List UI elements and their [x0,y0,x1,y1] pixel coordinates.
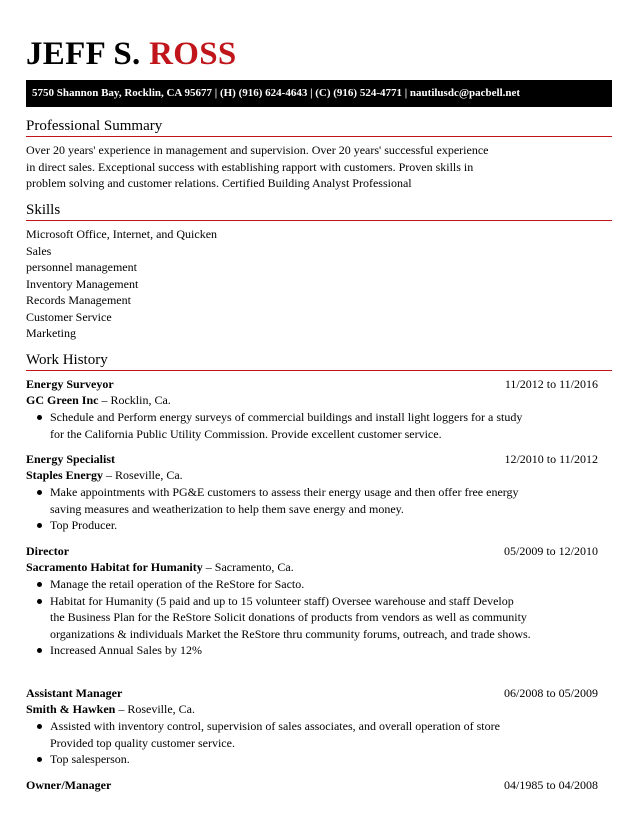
summary-line: problem solving and customer relations. Certified Building Analyst Professional [26,176,412,190]
job-duties [26,576,531,659]
skills-list [26,226,217,342]
skills-heading: Skills [26,202,61,218]
company-location: – Sacramento, Ca. [202,560,294,574]
job-title: Assistant Manager [26,686,123,700]
job-duties [26,409,526,442]
job-duties [26,718,526,768]
summary-divider [26,136,612,137]
skill-item: Microsoft Office, Internet, and Quicken [26,227,218,241]
job-company [26,701,195,717]
company-location: – Roseville, Ca. [103,468,183,482]
duty-item: Habitat for Humanity (5 paid and up to 15 volunteer staff) Oversee warehouse and staff Develop the Business Plan for the ReStore Solicit donations of products from vendors as well as community organizations & individuals Market the ReStore thru community forums, outreach, and trade shows. [26,593,531,643]
company-location: – Rocklin, Ca. [98,393,171,407]
company-name: Sacramento Habitat for Humanity [26,560,203,574]
job-duties [26,484,526,534]
job-dates: 04/1985 to 04/2008 [503,778,598,792]
summary-line: in direct sales. Exceptional success with establishing rapport with customers. Proven skills in [26,159,474,174]
summary-line: Over 20 years' experience in management and supervision. Over 20 years' successful experience [26,143,489,157]
skill-item: Inventory Management [26,276,139,291]
job-dates: 11/2012 to 11/2016 [504,377,598,391]
skill-item: Records Management [26,293,131,307]
duty-item: Manage the retail operation of the ReStore for Sacto. [26,576,531,593]
skill-item: Sales [26,243,52,258]
contact-bar: 5750 Shannon Bay, Rocklin, CA 95677 | (H) (916) 624-4643 | (C) (916) 524-4771 | nautilusdc@pacbell.net [26,80,612,107]
skills-divider [26,220,612,221]
skill-item: Marketing [26,326,76,340]
company-location: – Roseville, Ca. [115,702,196,716]
work-history-divider [26,370,612,371]
company-name: Staples Energy [26,468,104,482]
job-dates: 05/2009 to 12/2010 [503,544,598,558]
duty-item: Schedule and Perform energy surveys of commercial buildings and install light loggers for a study for the California Public Utility Commission. Provide excellent customer service. [26,409,526,442]
first-name: JEFF S. [26,36,141,72]
job-dates: 12/2010 to 11/2012 [504,452,598,466]
duty-item: Increased Annual Sales by 12% [26,642,531,659]
duty-item: Top Producer. [26,517,526,534]
summary-heading: Professional Summary [26,118,163,134]
duty-item: Top salesperson. [26,751,526,768]
company-name: Smith & Hawken [26,702,116,716]
duty-item: Make appointments with PG&E customers to assess their energy usage and then offer free energy saving measures and weatherization to help them save energy and money. [26,484,526,517]
job-title: Energy Surveyor [26,377,114,391]
job-title: Owner/Manager [26,778,112,792]
resume-name [26,36,237,72]
job-company [26,392,171,408]
summary-text [26,142,526,192]
job-company [26,467,183,483]
job-dates: 06/2008 to 05/2009 [503,686,598,700]
job-title: Director [26,544,70,558]
duty-item: Assisted with inventory control, supervision of sales associates, and overall operation of store Provided top quality customer service. [26,718,526,751]
skill-item: personnel management [26,260,137,274]
last-name: ROSS [149,36,237,72]
job-title: Energy Specialist [26,452,115,466]
company-name: GC Green Inc [26,393,99,407]
job-company [26,559,294,575]
work-history-heading: Work History [26,352,108,368]
skill-item: Customer Service [26,309,112,324]
